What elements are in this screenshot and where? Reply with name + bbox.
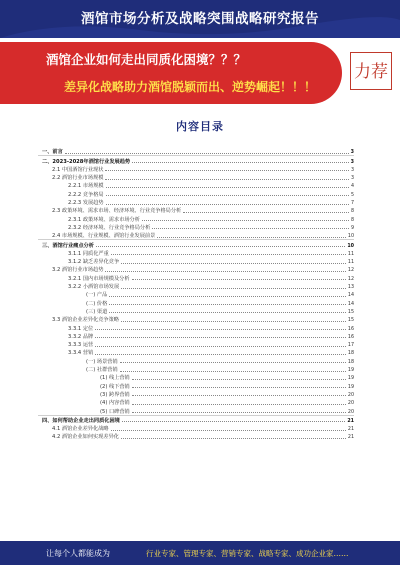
toc-entry-text: 2.2 酒馆行业市场规模 — [52, 175, 104, 182]
toc-entry-page: 20 — [347, 401, 354, 407]
toc-entry-text: 2.2.3 发展趋势 — [68, 200, 104, 207]
toc-entry-page: 11 — [347, 260, 354, 266]
toc-leader-dots — [106, 195, 349, 196]
toc-entry-text: 3.3 酒馆企业差异化竞争策略 — [52, 317, 119, 324]
toc-leader-dots — [111, 430, 346, 431]
toc-entry-text: 3.3.3 运营 — [68, 342, 94, 349]
toc-entry-text: (一) 产品 — [86, 292, 108, 299]
toc-entry-text: 三、酒馆行业痛点分析 — [42, 242, 94, 249]
toc-entry-text: 3.2.1 国内市场规模及分析 — [68, 275, 130, 282]
toc-entry-text: 一、前言 — [42, 149, 63, 156]
toc-leader-dots — [105, 170, 349, 171]
toc-entry[interactable] — [38, 173, 354, 181]
table-of-contents — [38, 147, 354, 440]
toc-entry-page: 4 — [350, 184, 354, 190]
toc-entry-text: 3.2.2 小酒馆市场发展 — [68, 284, 120, 291]
toc-leader-dots — [105, 271, 345, 272]
toc-leader-dots — [109, 296, 346, 297]
toc-entry-page: 16 — [347, 326, 354, 332]
toc-entry[interactable] — [38, 231, 354, 239]
toc-entry[interactable] — [38, 273, 354, 281]
banner-question: 酒馆企业如何走出同质化困境？？？ — [46, 52, 247, 67]
toc-leader-dots — [132, 279, 346, 280]
toc-entry[interactable] — [38, 290, 354, 298]
toc-entry[interactable] — [38, 265, 354, 273]
toc-entry[interactable] — [38, 424, 354, 432]
toc-entry-text: (3) 跨界营销 — [100, 391, 130, 398]
toc-entry-page: 14 — [347, 301, 354, 307]
toc-entry[interactable] — [38, 214, 354, 222]
toc-entry-text: 2.2.2 竞争格局 — [68, 191, 104, 198]
toc-entry-text: (2) 线下营销 — [100, 383, 130, 390]
toc-leader-dots — [96, 246, 345, 247]
toc-entry[interactable] — [38, 298, 354, 306]
toc-entry-page: 19 — [347, 368, 354, 374]
toc-entry[interactable] — [38, 373, 354, 381]
toc-entry-text: (二) 社群营销 — [86, 367, 118, 374]
toc-entry-page: 3 — [350, 150, 354, 156]
toc-leader-dots — [132, 162, 349, 163]
toc-entry-page: 3 — [350, 176, 354, 182]
banner-slogan: 差异化战略助力酒馆脱颖而出、逆势崛起！！！ — [64, 80, 317, 94]
toc-leader-dots — [120, 371, 346, 372]
toc-entry[interactable] — [38, 239, 354, 248]
toc-entry-text: 3.3.2 品牌 — [68, 333, 94, 340]
toc-entry-page: 11 — [347, 251, 354, 257]
toc-leader-dots — [132, 379, 346, 380]
toc-entry[interactable] — [38, 282, 354, 290]
toc-leader-dots — [122, 421, 345, 422]
toc-entry-page: 21 — [347, 427, 354, 433]
toc-entry[interactable] — [38, 257, 354, 265]
toc-entry-page: 13 — [347, 285, 354, 291]
toc-entry-page: 20 — [347, 392, 354, 398]
toc-entry-text: 2.4 市场规模、行业规模、酒馆行业发展前景 — [52, 233, 156, 240]
toc-leader-dots — [132, 404, 346, 405]
toc-entry[interactable] — [38, 206, 354, 214]
toc-entry-text: (4) 内容营销 — [100, 400, 130, 407]
toc-entry-page: 8 — [350, 217, 354, 223]
toc-title: 内容目录 — [176, 120, 224, 133]
toc-entry-text: 3.1.2 缺乏差异化竞争 — [68, 259, 120, 266]
toc-entry-page: 12 — [347, 268, 354, 274]
toc-entry-text: 2.3.1 政策环境、需求市场分析 — [68, 216, 140, 223]
toc-entry-text: 2.3.2 经济环境、行业竞争格局分析 — [68, 224, 151, 231]
toc-entry-page: 3 — [350, 159, 354, 165]
toc-leader-dots — [95, 354, 346, 355]
toc-entry-page: 9 — [350, 225, 354, 231]
toc-leader-dots — [132, 412, 346, 413]
toc-entry-page: 10 — [347, 243, 354, 249]
toc-entry-page: 3 — [350, 167, 354, 173]
toc-leader-dots — [132, 395, 346, 396]
toc-entry-page: 20 — [347, 409, 354, 415]
toc-entry-page: 18 — [347, 351, 354, 357]
footer-roles: 行业专家、管理专家、营销专家、战略专家、成功企业家…… — [146, 549, 349, 558]
toc-entry-text: 4.2 酒馆企业如何实现差异化 — [52, 434, 119, 441]
toc-entry[interactable] — [38, 398, 354, 406]
toc-leader-dots — [120, 362, 346, 363]
toc-entry[interactable] — [38, 381, 354, 389]
toc-entry-text: 2.2.1 市场规模 — [68, 183, 104, 190]
toc-leader-dots — [95, 346, 346, 347]
toc-leader-dots — [132, 387, 346, 388]
toc-entry[interactable] — [38, 340, 354, 348]
toc-entry-page: 18 — [347, 359, 354, 365]
toc-entry[interactable] — [38, 315, 354, 323]
toc-entry[interactable] — [38, 189, 354, 197]
toc-entry[interactable] — [38, 147, 354, 155]
toc-entry[interactable] — [38, 348, 354, 356]
toc-entry-page: 15 — [347, 309, 354, 315]
toc-entry-text: 3.2 酒馆行业市场趋势 — [52, 267, 104, 274]
toc-entry-page: 15 — [347, 318, 354, 324]
toc-leader-dots — [142, 220, 349, 221]
toc-entry-text: (三) 渠道 — [86, 308, 108, 315]
toc-entry-page: 14 — [347, 293, 354, 299]
toc-entry-text: 3.3.4 营销 — [68, 350, 94, 357]
toc-leader-dots — [95, 337, 346, 338]
toc-entry[interactable] — [38, 406, 354, 414]
toc-entry-text: 4.1 酒馆企业差异化战略 — [52, 426, 109, 433]
toc-entry[interactable] — [38, 307, 354, 315]
toc-entry[interactable] — [38, 249, 354, 257]
toc-leader-dots — [109, 312, 346, 313]
toc-entry[interactable] — [38, 181, 354, 189]
toc-entry-text: 2.3 政策环境、需求市场、经济环境、行业竞争格局分析 — [52, 208, 182, 215]
toc-entry-text: 3.1.1 同质化严重 — [68, 250, 109, 257]
toc-entry-page: 5 — [350, 192, 354, 198]
toc-entry-text: 2.1 中国酒馆行业现状 — [52, 166, 104, 173]
toc-leader-dots — [106, 187, 349, 188]
toc-leader-dots — [121, 321, 346, 322]
toc-leader-dots — [121, 438, 346, 439]
toc-entry-text: (一) 场景营销 — [86, 358, 118, 365]
toc-entry-text: (二) 价格 — [86, 300, 108, 307]
toc-entry-page: 16 — [347, 334, 354, 340]
toc-entry[interactable] — [38, 365, 354, 373]
toc-entry-text: (1) 线上营销 — [100, 375, 130, 382]
toc-entry-page: 19 — [347, 384, 354, 390]
toc-entry-text: 二、2023-2028年酒馆行业发展趋势 — [42, 158, 131, 165]
toc-leader-dots — [121, 263, 346, 264]
toc-leader-dots — [109, 304, 346, 305]
toc-entry-page: 21 — [347, 418, 354, 424]
toc-leader-dots — [183, 212, 349, 213]
toc-entry[interactable] — [38, 323, 354, 331]
toc-leader-dots — [65, 153, 349, 154]
toc-entry-page: 19 — [347, 376, 354, 382]
recommend-seal: 力荐 — [350, 52, 392, 90]
toc-entry[interactable] — [38, 165, 354, 173]
toc-leader-dots — [157, 237, 346, 238]
toc-leader-dots — [121, 288, 346, 289]
toc-entry-text: 四、如何帮助企业走出同质化困境 — [42, 417, 120, 424]
toc-leader-dots — [152, 228, 349, 229]
toc-entry[interactable] — [38, 356, 354, 364]
toc-entry[interactable] — [38, 198, 354, 206]
toc-entry-page: 10 — [347, 234, 354, 240]
toc-entry[interactable] — [38, 390, 354, 398]
toc-entry-page: 12 — [347, 276, 354, 282]
toc-entry[interactable] — [38, 432, 354, 440]
toc-entry[interactable] — [38, 332, 354, 340]
toc-entry-text: (5) 口碑营销 — [100, 408, 130, 415]
toc-leader-dots — [111, 254, 346, 255]
toc-entry-page: 21 — [347, 435, 354, 441]
toc-entry-page: 17 — [347, 343, 354, 349]
toc-entry-text: 3.3.1 定位 — [68, 325, 94, 332]
footer-tagline: 让每个人都能成为 — [46, 549, 110, 558]
toc-entry[interactable] — [38, 223, 354, 231]
toc-leader-dots — [106, 204, 349, 205]
toc-leader-dots — [95, 329, 346, 330]
toc-entry-page: 8 — [350, 209, 354, 215]
toc-entry-page: 7 — [350, 201, 354, 207]
toc-leader-dots — [105, 179, 349, 180]
toc-entry[interactable] — [38, 415, 354, 424]
toc-entry[interactable] — [38, 155, 354, 164]
report-title: 酒馆市场分析及战略突围战略研究报告 — [81, 11, 319, 27]
